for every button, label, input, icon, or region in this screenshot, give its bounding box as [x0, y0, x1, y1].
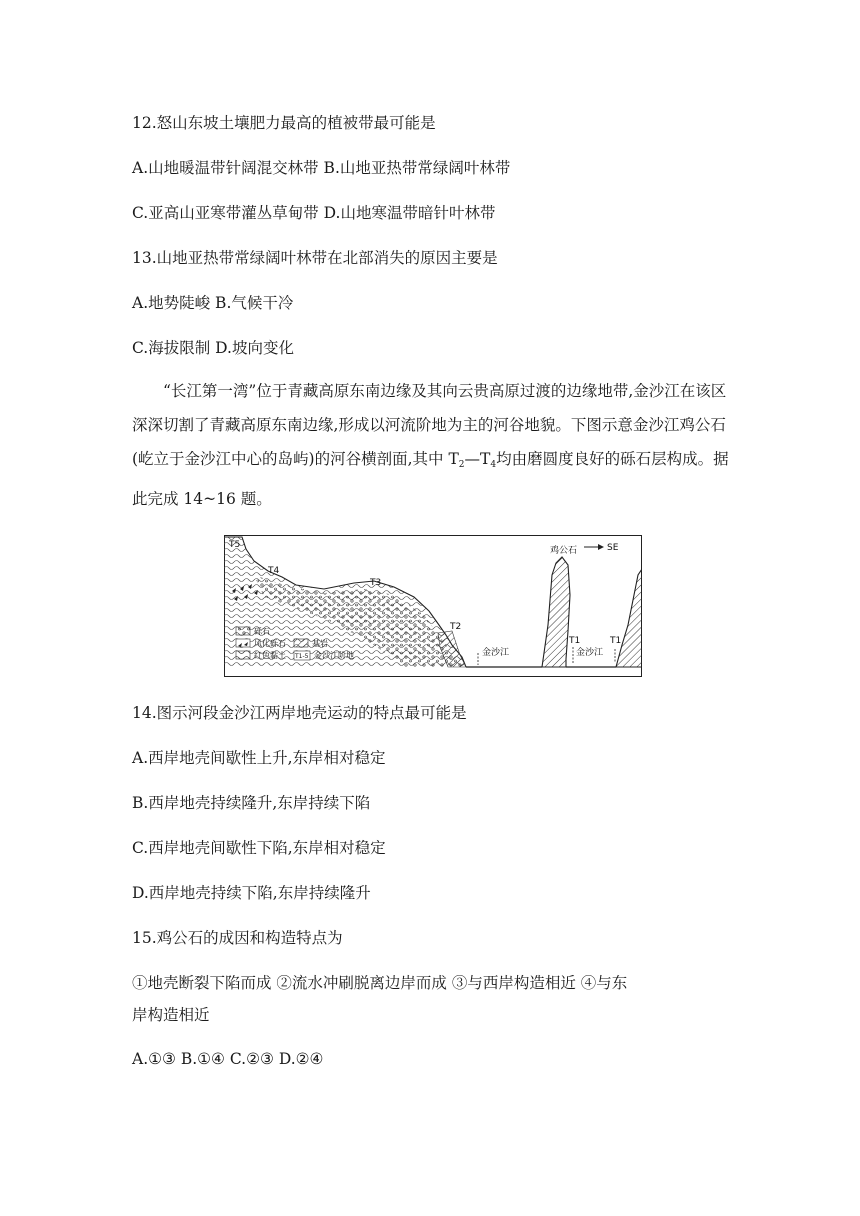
terrace-t2-label: T2: [450, 622, 462, 632]
river-label-left: 金沙江: [482, 648, 510, 658]
terrace-t3-label: T3: [370, 578, 382, 588]
terrace-t1-right-label: T1: [610, 636, 622, 646]
passage-dash: —T: [464, 450, 491, 468]
question-12-options-ab: A.山地暖温带针阔混交林带 B.山地亚热带常绿阔叶林带: [132, 159, 511, 177]
legend-terrace-symbol: T1-5: [295, 653, 309, 660]
question-13-stem: 13.山地亚热带常绿阔叶林带在北部消失的原因主要是: [132, 249, 498, 267]
valley-cross-section-figure: [224, 535, 642, 677]
passage-sub-b: 4: [490, 460, 497, 470]
question-15-options: A.①③ B.①④ C.②③ D.②④: [132, 1050, 324, 1068]
question-12-stem: 12.怒山东坡土壤肥力最高的植被带最可能是: [132, 114, 436, 132]
legend-weathered-gravel-label: 风化砾石: [254, 639, 286, 648]
passage-sub-a: 2: [458, 460, 465, 470]
question-15-stem: 15.鸡公石的成因和构造特点为: [132, 929, 343, 947]
legend-gravel-swatch: [236, 627, 250, 635]
legend-red-clay-label: 红色黏土: [254, 651, 286, 660]
terrace-t5-label: T5: [229, 540, 241, 550]
legend-weathered-gravel-swatch: [236, 639, 250, 647]
legend-terrace-label: 金沙江阶地: [314, 651, 354, 660]
legend-bedrock-label: 基岩: [312, 639, 328, 648]
question-13-options-ab: A.地势陡峻 B.气候干冷: [132, 294, 294, 312]
legend-bedrock-swatch: [294, 639, 308, 647]
question-13-options-cd: C.海拔限制 D.坡向变化: [132, 339, 294, 357]
legend-red-clay-swatch: [236, 651, 250, 659]
terrace-t4-label: T4: [268, 566, 280, 576]
direction-label: SE: [607, 543, 619, 553]
question-15-statements-line2: 岸构造相近: [132, 1006, 210, 1024]
question-14-option-d: D.西岸地壳持续下陷,东岸持续隆升: [132, 884, 371, 902]
passage-text-part1: “长江第一湾”位于青藏高原东南边缘及其向云贵高原过渡的边缘地带,金沙江在该区深深切割了青藏高原东南边缘,形成以河流阶地为主的河谷地貌。下图示意金沙江鸡公石(屹立于金沙江中心的岛屿)的河谷横剖面,其中 T: [132, 382, 727, 468]
terrace-t1-left-label: T1: [569, 636, 581, 646]
passage-text-part2: 均由磨圆度良好的砾石层构成。据此完成 14~16 题。: [132, 450, 729, 508]
passage-paragraph: [132, 374, 732, 516]
question-14-option-b: B.西岸地壳持续隆升,东岸持续下陷: [132, 794, 371, 812]
question-14-stem: 14.图示河段金沙江两岸地壳运动的特点最可能是: [132, 704, 467, 722]
island-label: 鸡公石: [550, 546, 578, 556]
question-14-option-c: C.西岸地壳间歇性下陷,东岸相对稳定: [132, 839, 386, 857]
question-14-option-a: A.西岸地壳间歇性上升,东岸相对稳定: [132, 749, 386, 767]
legend-gravel-label: 砾石: [254, 627, 270, 636]
question-12-options-cd: C.亚高山亚寒带灌丛草甸带 D.山地寒温带暗针叶林带: [132, 204, 496, 222]
question-15-statements-line1: ①地壳断裂下陷而成 ②流水冲刷脱离边岸而成 ③与西岸构造相近 ④与东: [132, 974, 628, 992]
cross-section-diagram: [224, 535, 642, 677]
river-label-right: 金沙江: [576, 648, 604, 658]
